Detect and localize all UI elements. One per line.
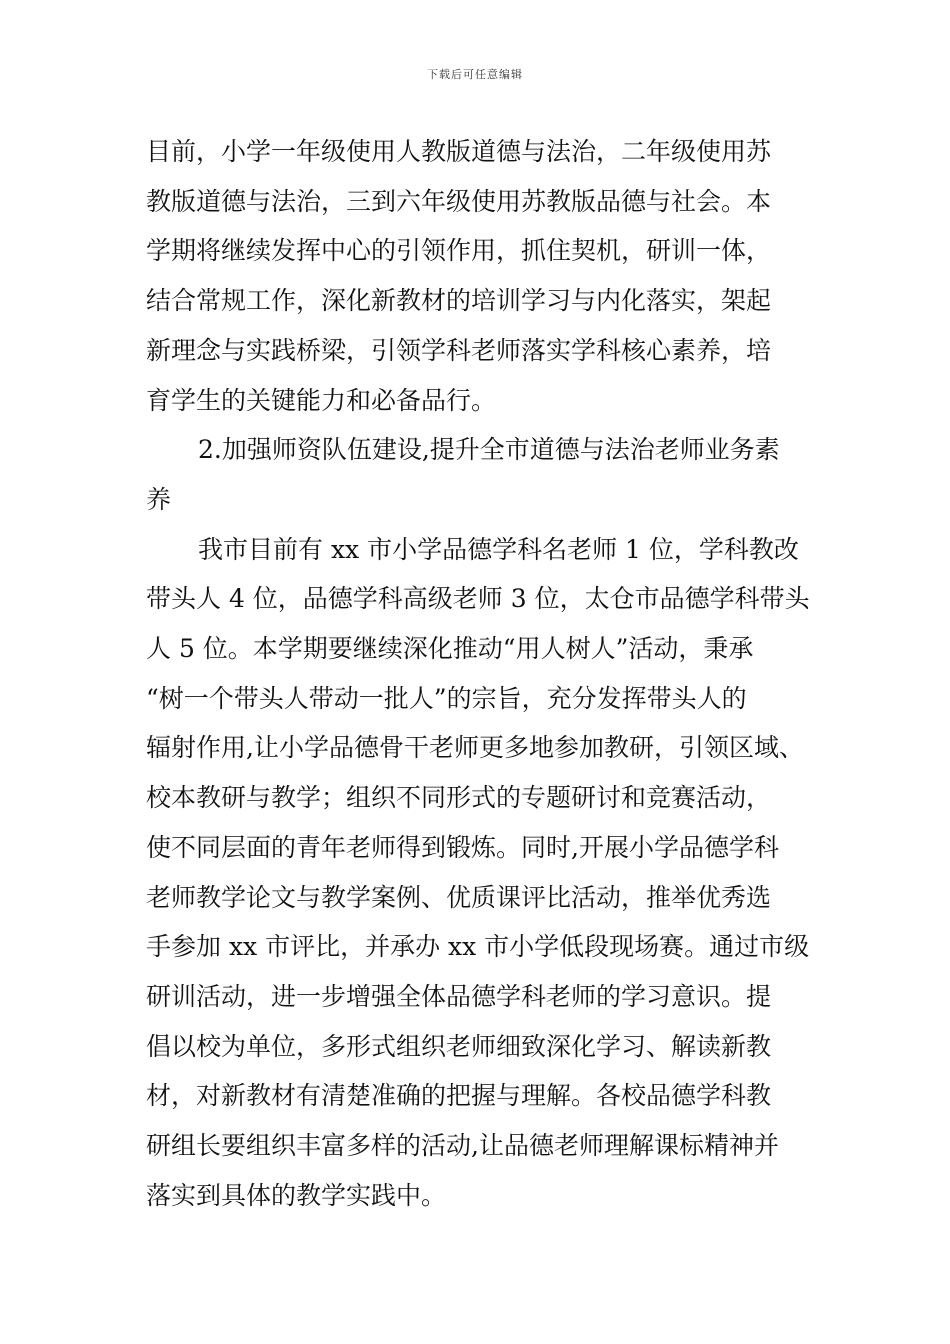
- paragraph-textbook-usage: [146, 127, 836, 425]
- text-line: 使不同层面的青年老师得到锻炼。同时,开展小学品德学科: [146, 832, 779, 862]
- text-line: 育学生的关键能力和必备品行。: [146, 385, 497, 415]
- text-line: 教版道德与法治，三到六年级使用苏教版品德与社会。本: [146, 186, 772, 216]
- text-line: 新理念与实践桥梁，引领学科老师落实学科核心素养，培: [146, 335, 772, 365]
- document-body: [146, 127, 836, 1220]
- text-line: “树一个带头人带动一批人”的宗旨，充分发挥带头人的: [146, 683, 747, 713]
- text-line: 人 5 位。本学期要继续深化推动“用人树人”活动，秉承: [146, 634, 754, 664]
- text-line: 辐射作用,让小学品德骨干老师更多地参加教研，引领区域、: [146, 733, 804, 763]
- text-line: 老师教学论文与教学案例、优质课评比活动，推举优秀选: [146, 882, 772, 912]
- text-line: 我市目前有 xx 市小学品德学科名老师 1 位，学科教改: [198, 534, 799, 564]
- text-line: 研训活动，进一步增强全体品德学科老师的学习意识。提: [146, 981, 772, 1011]
- paragraph-teacher-team: [146, 525, 836, 1221]
- text-line: 学期将继续发挥中心的引领作用，抓住契机，研训一体，: [146, 236, 772, 266]
- text-line: 落实到具体的教学实践中。: [146, 1180, 447, 1210]
- header-note: 下载后可任意编辑: [427, 68, 523, 81]
- text-line: 带头人 4 位，品德学科高级老师 3 位，太仓市品德学科带头: [146, 584, 810, 614]
- text-line: 目前，小学一年级使用人教版道德与法治，二年级使用苏: [146, 137, 772, 166]
- text-line: 材，对新教材有清楚准确的把握与理解。各校品德学科教: [146, 1081, 772, 1111]
- heading-line: 2.加强师资队伍建设,提升全市道德与法治老师业务素: [198, 435, 780, 465]
- text-line: 校本教研与教学；组织不同形式的专题研讨和竞赛活动，: [146, 783, 772, 813]
- section-heading-teacher-team: [146, 425, 836, 524]
- text-line: 研组长要组织丰富多样的活动,让品德老师理解课标精神并: [146, 1131, 779, 1161]
- text-line: 手参加 xx 市评比，并承办 xx 市小学低段现场赛。通过市级: [146, 932, 810, 962]
- heading-line: 养: [146, 484, 172, 514]
- text-line: 倡以校为单位，多形式组织老师细致深化学习、解读新教: [146, 1031, 772, 1061]
- text-line: 结合常规工作，深化新教材的培训学习与内化落实，架起: [146, 286, 772, 316]
